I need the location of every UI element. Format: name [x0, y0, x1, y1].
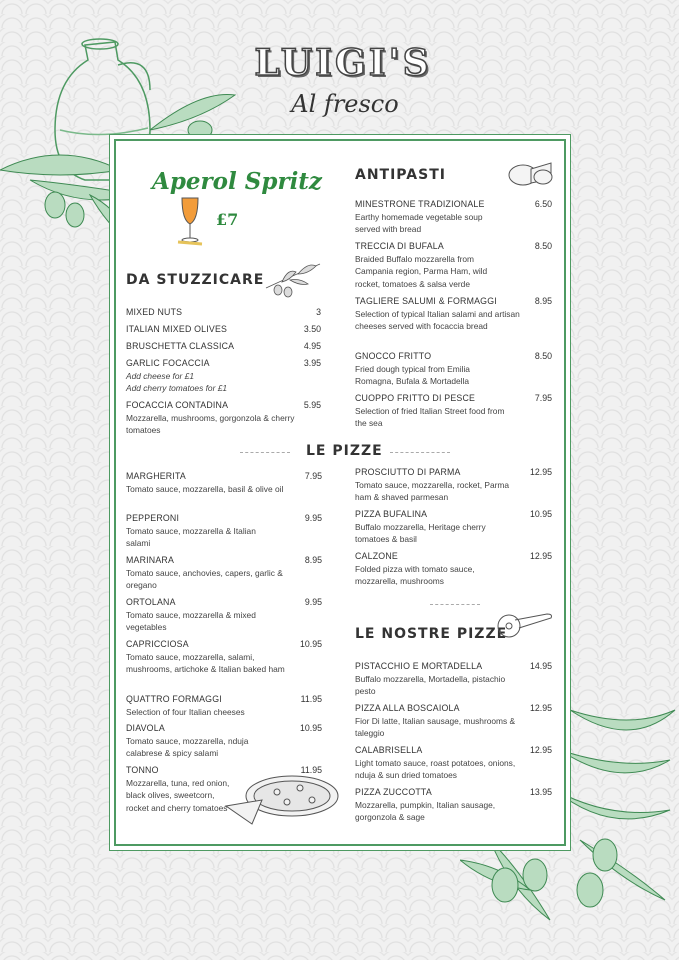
cheese-icon — [505, 155, 555, 189]
list-item — [355, 350, 552, 392]
pizza-cutter-icon — [495, 610, 555, 642]
item-desc: Tomato sauce, mozzarella, salami, mushrooms, artichoke & Italian baked ham — [126, 651, 285, 675]
item-price: 7.95 — [304, 471, 322, 481]
item-desc: Tomato sauce, mozzarella, nduja calabrese & spicy salami — [126, 735, 249, 759]
item-price: 10.95 — [529, 509, 552, 519]
item-name: CALABRISELLA — [355, 745, 423, 755]
item-desc: Buffalo mozzarella, Mortadella, pistachio pesto — [355, 673, 506, 697]
list-item — [355, 744, 552, 786]
item-desc: Tomato sauce, mozzarella, rocket, Parma ham & shaved parmesan — [355, 479, 510, 503]
item-desc: Tomato sauce, mozzarella & mixed vegetables — [126, 609, 256, 633]
item-desc: Braided Buffalo mozzarella from Campania region, Parma Ham, wild rocket, tomatoes & salsa verde — [355, 253, 488, 289]
item-price: 8.50 — [534, 351, 552, 361]
item-price: 10.95 — [299, 723, 322, 733]
item-desc: Folded pizza with tomato sauce, mozzarella, mushrooms — [355, 563, 475, 587]
item-price: 14.95 — [529, 661, 552, 671]
list-item — [355, 702, 552, 744]
item-name: TONNO — [126, 765, 159, 775]
item-desc: Tomato sauce, mozzarella, basil & olive oil — [126, 483, 284, 494]
item-desc: Mozzarella, pumpkin, Italian sausage, gorgonzola & sage — [355, 799, 496, 823]
item-desc: Light tomato sauce, roast potatoes, onions, nduja & sun dried tomatoes — [355, 757, 516, 781]
item-name: GNOCCO FRITTO — [355, 351, 432, 361]
item-desc: Mozzarella, mushrooms, gorgonzola & cherry tomatoes — [126, 412, 295, 436]
item-name: MIXED NUTS — [126, 307, 183, 317]
list-item — [126, 340, 321, 357]
brand-tagline: Al fresco — [291, 90, 399, 118]
item-name: MINESTRONE TRADIZIONALE — [355, 199, 485, 209]
brand-name: LUIGI'S — [254, 42, 432, 84]
item-name: ITALIAN MIXED OLIVES — [126, 324, 228, 334]
item-name: PIZZA ALLA BOSCAIOLA — [355, 703, 460, 713]
item-desc: Buffalo mozzarella, Heritage cherry tomatoes & basil — [355, 521, 486, 545]
list-item — [355, 198, 552, 240]
pizza-icon — [222, 772, 340, 830]
list-item — [355, 240, 552, 295]
item-name: BRUSCHETTA CLASSICA — [126, 341, 235, 351]
item-price: 8.95 — [304, 555, 322, 565]
item-price: 7.95 — [534, 393, 552, 403]
item-name: CUOPPO FRITTO DI PESCE — [355, 393, 476, 403]
section-title-pizze: LE PIZZE — [306, 443, 383, 459]
item-name: CALZONE — [355, 551, 398, 561]
item-desc: Tomato sauce, anchovies, capers, garlic & oregano — [126, 567, 283, 591]
divider — [430, 604, 480, 605]
item-price: 3.95 — [303, 358, 321, 368]
item-desc: Selection of fried Italian Street food from the sea — [355, 405, 505, 429]
item-desc: Tomato sauce, mozzarella & Italian salami — [126, 525, 256, 549]
list-item — [355, 786, 552, 824]
list-item — [126, 554, 322, 596]
item-price: 12.95 — [529, 703, 552, 713]
list-item — [126, 399, 321, 437]
aperol-title: Aperol Spritz — [152, 168, 322, 195]
item-name: MARINARA — [126, 555, 175, 565]
list-item — [355, 295, 552, 350]
item-price: 10.95 — [299, 639, 322, 649]
item-name: TAGLIERE SALUMI & FORMAGGI — [355, 296, 497, 306]
item-note: Add cherry tomatoes for £1 — [126, 383, 228, 394]
list-item — [355, 508, 552, 550]
list-item — [126, 596, 322, 638]
list-item — [126, 638, 322, 693]
item-name: PROSCIUTTO DI PARMA — [355, 467, 461, 477]
item-price: 11.95 — [300, 765, 322, 775]
item-desc: Selection of typical Italian salami and artisan cheeses served with focaccia bread — [355, 308, 520, 332]
list-item — [126, 512, 322, 554]
list-item — [126, 323, 321, 340]
list-item — [355, 660, 552, 702]
list-item — [355, 550, 552, 588]
divider — [390, 452, 450, 453]
item-name: MARGHERITA — [126, 471, 186, 481]
item-price: 12.95 — [529, 551, 552, 561]
item-price: 4.95 — [303, 341, 321, 351]
item-desc: Fior Di latte, Italian sausage, mushrooms & taleggio — [355, 715, 516, 739]
item-name: DIAVOLA — [126, 723, 165, 733]
olive-branch-icon — [262, 258, 324, 300]
item-name: FOCACCIA CONTADINA — [126, 400, 229, 410]
item-price: 5.95 — [303, 400, 321, 410]
item-price: 8.95 — [534, 296, 552, 306]
section-title-nostre: LE NOSTRE PIZZE — [355, 626, 508, 642]
section-title-stuzzicare: DA STUZZICARE — [126, 272, 265, 288]
list-item — [355, 392, 552, 430]
item-price: 6.50 — [534, 199, 552, 209]
list-item — [126, 306, 321, 323]
section-title-antipasti: ANTIPASTI — [355, 167, 446, 183]
item-price: 9.95 — [304, 513, 322, 523]
item-name: PEPPERONI — [126, 513, 180, 523]
aperol-price: £7 — [216, 210, 239, 229]
divider — [240, 452, 290, 453]
cocktail-glass-icon — [176, 196, 204, 248]
item-price: 13.95 — [529, 787, 552, 797]
item-desc: Mozzarella, tuna, red onion, black olives, sweetcorn, rocket and cherry tomatoes — [126, 777, 230, 813]
item-name: PISTACCHIO E MORTADELLA — [355, 661, 483, 671]
item-price: 12.95 — [529, 467, 552, 477]
list-item — [355, 466, 552, 508]
item-desc: Earthy homemade vegetable soup served with bread — [355, 211, 483, 235]
list-item — [126, 470, 322, 512]
item-name: GARLIC FOCACCIA — [126, 358, 210, 368]
item-price: 3 — [316, 307, 321, 317]
list-item — [126, 722, 322, 764]
item-price: 12.95 — [529, 745, 552, 755]
item-price: 3.50 — [303, 324, 321, 334]
item-name: PIZZA ZUCCOTTA — [355, 787, 432, 797]
item-name: CAPRICCIOSA — [126, 639, 189, 649]
list-item — [126, 693, 322, 722]
item-name: TRECCIA DI BUFALA — [355, 241, 444, 251]
item-name: ORTOLANA — [126, 597, 176, 607]
item-name: QUATTRO FORMAGGI — [126, 694, 222, 704]
item-name: PIZZA BUFALINA — [355, 509, 428, 519]
item-note: Add cheese for £1 — [126, 370, 194, 381]
item-desc: Selection of four Italian cheeses — [126, 706, 245, 717]
item-desc: Fried dough typical from Emilia Romagna, Bufala & Mortadella — [355, 363, 470, 387]
list-item — [126, 357, 321, 399]
item-price: 9.95 — [304, 597, 322, 607]
item-price: 8.50 — [534, 241, 552, 251]
item-price: 11.95 — [300, 694, 322, 704]
